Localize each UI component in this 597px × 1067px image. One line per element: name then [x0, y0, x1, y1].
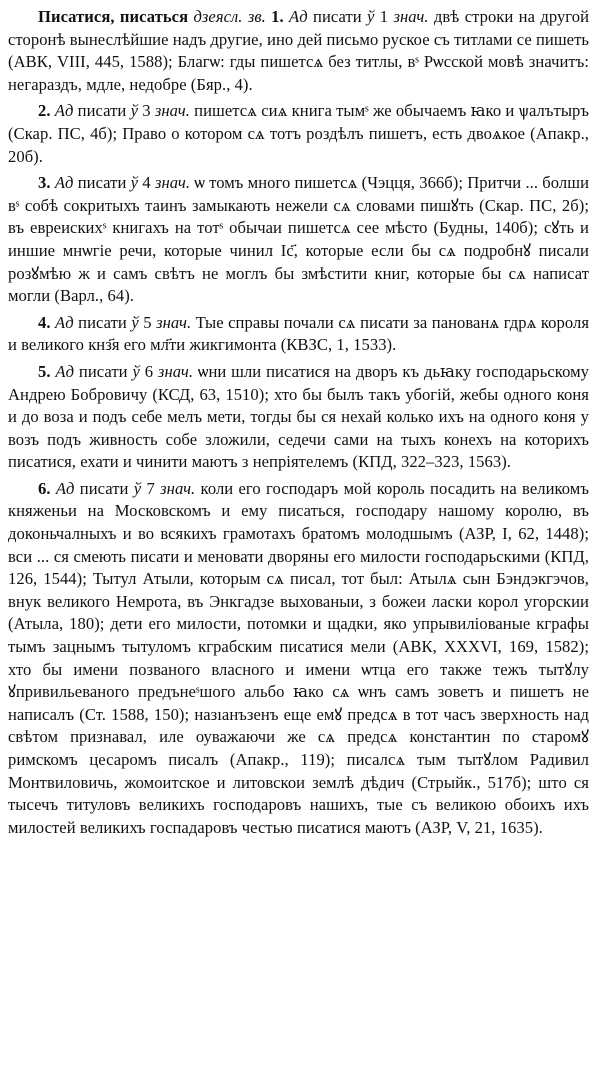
sense-number: 3. [38, 173, 51, 193]
italic-label: знач. [157, 361, 194, 381]
italic-label: ў [367, 7, 375, 26]
sense-number: 1. [271, 7, 284, 26]
citation-text: 7 [141, 478, 161, 498]
sense-number: 2. [38, 101, 51, 121]
sense-paragraph [8, 361, 589, 474]
citation-text: ѡ томъ много пишетсѧ (Чэцця, 366б); Притчи ... болши вˢ собѣ сокритыхъ таинъ замыкають нежели сѧ словами пишꙋть (Скар. ПС, 2б); въ евреискихˢ книгахъ на тотˢ обычаи пишетсѧ сее мѣсто (Будны, 140б); сꙋть и иншие мнѡгіе речи, которые чинил Іс҃, которые если бы сѧ подробнꙋ писали розꙋмѣю ж и самъ свѣтъ не моглъ бы змѣстити книг, которые бы сѧ написат могли (Варл., 64). [8, 173, 590, 306]
citation-text: пишетсѧ сиѧ книга тымˢ же обычаемъ ꙗко и ѱалътыръ (Скар. ПС, 4б); Право о котором сѧ тотъ роздѣлъ пишетъ, есть двоѧкое (Апакр., 20б). [8, 101, 589, 166]
citation-text: 1 [374, 7, 394, 26]
italic-label: Ад [55, 312, 74, 332]
citation-text: писати [73, 312, 132, 332]
italic-label: Ад [289, 7, 308, 26]
italic-label: ў [132, 361, 140, 381]
italic-label: Ад [54, 101, 74, 121]
citation-text: 4 [138, 173, 155, 193]
sense-paragraph [8, 172, 589, 308]
sense-paragraph [8, 478, 589, 840]
citation-text: писати [307, 7, 368, 26]
sense-paragraph [8, 6, 589, 96]
sense-paragraph [8, 312, 589, 357]
italic-label: Ад [54, 173, 74, 193]
grammar-label: дзеясл. зв. [193, 7, 266, 26]
sense-number: 6. [38, 478, 51, 498]
italic-label: знач. [393, 7, 429, 26]
citation-text: 5 [138, 312, 157, 332]
italic-label: ў [130, 173, 139, 193]
citation-text: писати [73, 173, 131, 193]
citation-text: писати [74, 478, 134, 498]
citation-text: писати [74, 361, 133, 381]
citation-text: 6 [139, 361, 158, 381]
italic-label: Ад [55, 361, 75, 381]
sense-number: 4. [38, 312, 51, 332]
citation-text: писати [73, 101, 131, 121]
italic-label: ў [133, 478, 142, 498]
citation-text: Тые справы почали сѧ писати за панованѧ гдрѧ короля и великого кнз҃я его мл҃ти жикгимонта (КВЗС, 1, 1533). [8, 312, 590, 355]
italic-label: ў [131, 312, 139, 332]
italic-label: знач. [154, 101, 190, 121]
sense-number: 5. [38, 361, 51, 381]
dictionary-page [8, 6, 589, 843]
italic-label: знач. [160, 478, 196, 498]
italic-label: Ад [55, 478, 75, 498]
italic-label: знач. [156, 312, 192, 332]
citation-text: ѡни шли писатися на дворъ къ дьꙗку господарьскому Андрею Бобровичу (КСД, 63, 1510); хто бы былъ такъ убогій, жебы одного коня и до воза и подъ себе мелъ мети, тогды бы ся нехай колько ихъ на одного коня у возъ подъ живность собе зложили, седечи сами на тыхъ конехъ на которихъ писатися, ехати и чинити маютъ з непріятелемъ (КПД, 322–323, 1563). [8, 361, 589, 472]
italic-label: знач. [154, 173, 191, 193]
sense-paragraph [8, 100, 589, 168]
citation-text: двѣ строки на другой сторонѣ вынеслѣйшие надъ другие, ино дей письмо руское съ титлами се пишеть (АВК, VIII, 445, 1588); Благѡ: гды пишетсѧ без титлы, вˢ Рѡсской мовѣ значитъ: негараздъ, мдле, недобре (Бяр., 4). [8, 7, 590, 94]
citation-text: коли его господаръ мой король посадить на великомъ княженьи на Московскомъ и ему писаться, господару нашому королю, въ доконьчалныхъ и во всякихъ грамотахъ братомъ молодшымъ (АЗР, I, 62, 1448); вси ... ся смеють писати и меновати дворяны его милости господарьскими (КПД, 126, 1544); Тытул Атыли, которым сѧ писал, тот был: Атылѧ сын Бэндэкгэчов, внук великого Немрота, въ Энкгадзе выхованыи, з божеи ласки корол угорскии (Атыла, 180); дети его милости, потомки и щадки, яко упрывилiованые кграфы тымъ зацнымъ тытуломъ кграбским писатися мели (АВК, XXXVI, 169, 1582); хто бы имени позваного власного и имени ѡтца его также тежъ тытꙋлу ꙋпривильеваного предънеˢшого альбо ꙗко сѧ ѡнъ самъ зоветъ и пишетъ не написалъ (Ст. 1588, 150); назıанъзенъ еще емꙋ предсѧ в тот часъ зверхность над свѣтом признавал, иле оуважаючи же сѧ предсѧ константин по старомꙋ римскомъ цесаромъ писалъ (Апакр., 119); писалсѧ тым тытꙋлом Радивил Монтвиловичь, жомоитское и литовскои землѣ дѣдич (Стрыйк., 517б); штo ся тысечъ титуловъ великихъ господаровъ нашихъ, тые съ великою обоихъ ихъ милостей великихъ госпадаровъ честью писатися маютъ (АЗР, V, 21, 1635). [8, 478, 589, 837]
italic-label: ў [130, 101, 138, 121]
headword: Писатися, писаться [38, 7, 189, 26]
citation-text: 3 [138, 101, 155, 121]
